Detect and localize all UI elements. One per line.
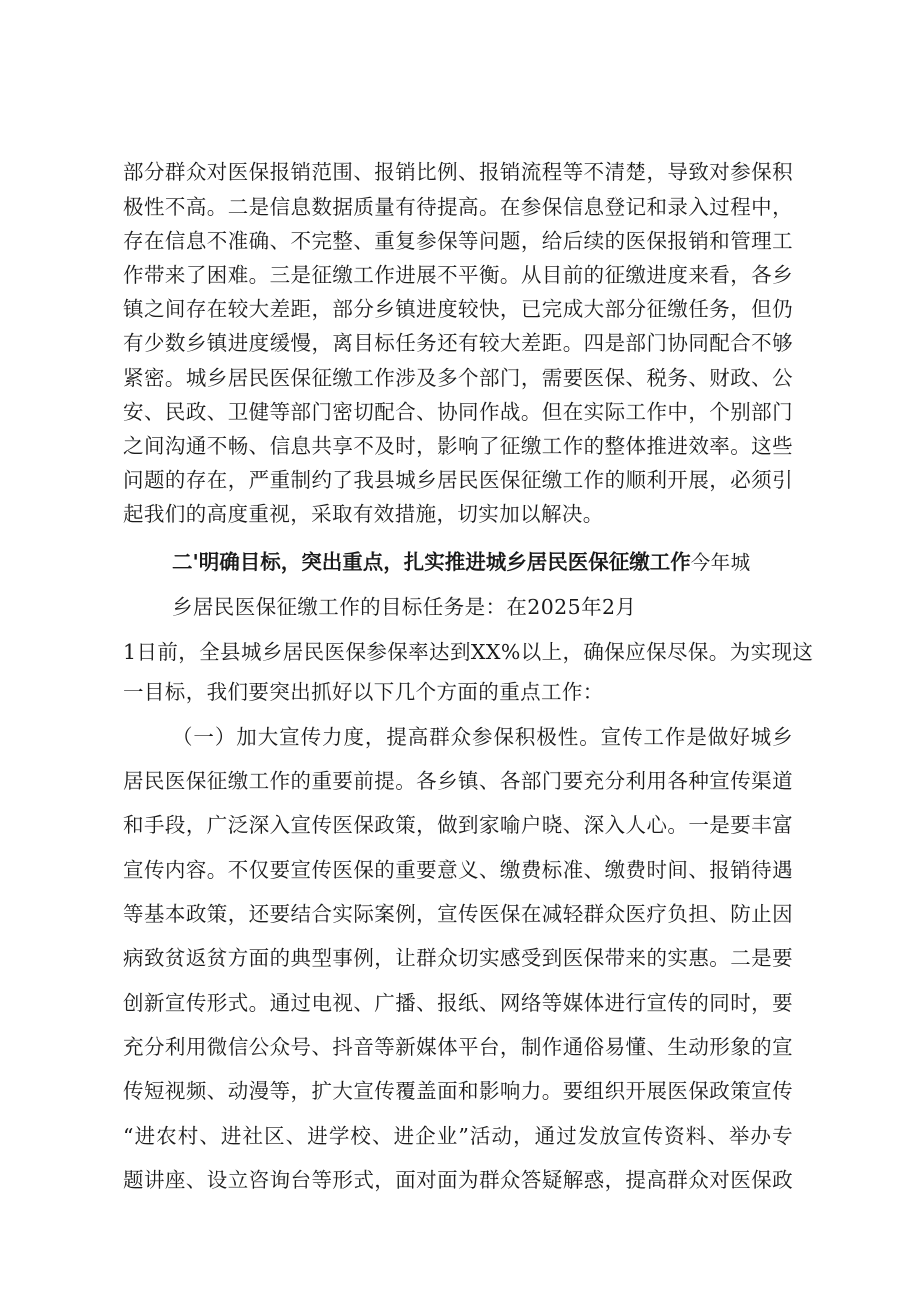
text-line: 一目标，我们要突出抓好以下几个方面的重点工作： [123, 680, 604, 704]
text-line: 镇之间存在较大差距，部分乡镇进度较快，已完成大部分征缴任务，但仍 [123, 297, 793, 321]
text-line: 病致贫返贫方面的典型事例，让群众切实感受到医保带来的实惠。二是要 [123, 946, 793, 970]
text-line: 安、民政、卫健等部门密切配合、协同作战。但在实际工作中，个别部门 [123, 400, 793, 424]
text-line: 乡居民医保征缴工作的目标任务是：在2025年2月 [172, 595, 637, 619]
text-line: 创新宣传形式。通过电视、广播、报纸、网络等媒体进行宣传的同时，要 [123, 991, 793, 1015]
text-line: 有少数乡镇进度缓慢，离目标任务还有较大差距。四是部门协同配合不够 [123, 331, 793, 355]
text-line: 等基本政策，还要结合实际案例，宣传医保在减轻群众医疗负担、防止因 [123, 902, 793, 926]
text-line: 问题的存在，严重制约了我县城乡居民医保征缴工作的顺利开展，必须引 [123, 468, 793, 492]
text-line: 作带来了困难。三是征缴工作进展不平衡。从目前的征缴进度来看，各乡 [123, 263, 793, 287]
text-line: 部分群众对医保报销范围、报销比例、报销流程等不清楚，导致对参保积 [123, 160, 793, 184]
text-line: 之间沟通不畅、信息共享不及时，影响了征缴工作的整体推进效率。这些 [123, 434, 793, 458]
text-line: 宣传内容。不仅要宣传医保的重要意义、缴费标准、缴费时间、报销待遇 [123, 858, 793, 882]
text-line: 和手段，广泛深入宣传医保政策，做到家喻户晓、深入人心。一是要丰富 [123, 813, 793, 837]
text-line: 题讲座、设立咨询台等形式，面对面为群众答疑解惑，提高群众对医保政 [123, 1168, 793, 1192]
text-line: 充分利用微信公众号、抖音等新媒体平台，制作通俗易懂、生动形象的宣 [123, 1035, 793, 1059]
text-line: 紧密。城乡居民医保征缴工作涉及多个部门，需要医保、税务、财政、公 [123, 366, 793, 390]
text-line: 极性不高。二是信息数据质量有待提高。在参保信息登记和录入过程中， [123, 195, 793, 219]
subsection-one-heading: （一）加大宣传力度，提高群众参保积极性。宣传工作是做好城乡 [172, 725, 793, 749]
text-line: 1日前，全县城乡居民医保参保率达到XX%以上，确保应保尽保。为实现这 [123, 640, 814, 664]
text-line: “进农村、进社区、进学校、进企业”活动，通过发放宣传资料、举办专 [123, 1124, 793, 1148]
section-two-heading: 二'明确目标，突出重点，扎实推进城乡居民医保征缴工作 [172, 550, 691, 574]
text-line: 存在信息不准确、不完整、重复参保等问题，给后续的医保报销和管理工 [123, 229, 793, 253]
text-line: 传短视频、动漫等，扩大宣传覆盖面和影响力。要组织开展医保政策宣传 [123, 1079, 793, 1103]
section-two-heading-tail: 今年城 [690, 551, 751, 574]
text-line: 起我们的高度重视，采取有效措施，切实加以解决。 [123, 502, 604, 526]
text-line: 居民医保征缴工作的重要前提。各乡镇、各部门要充分利用各种宣传渠道 [123, 769, 793, 793]
section-two-heading-line [172, 548, 750, 577]
